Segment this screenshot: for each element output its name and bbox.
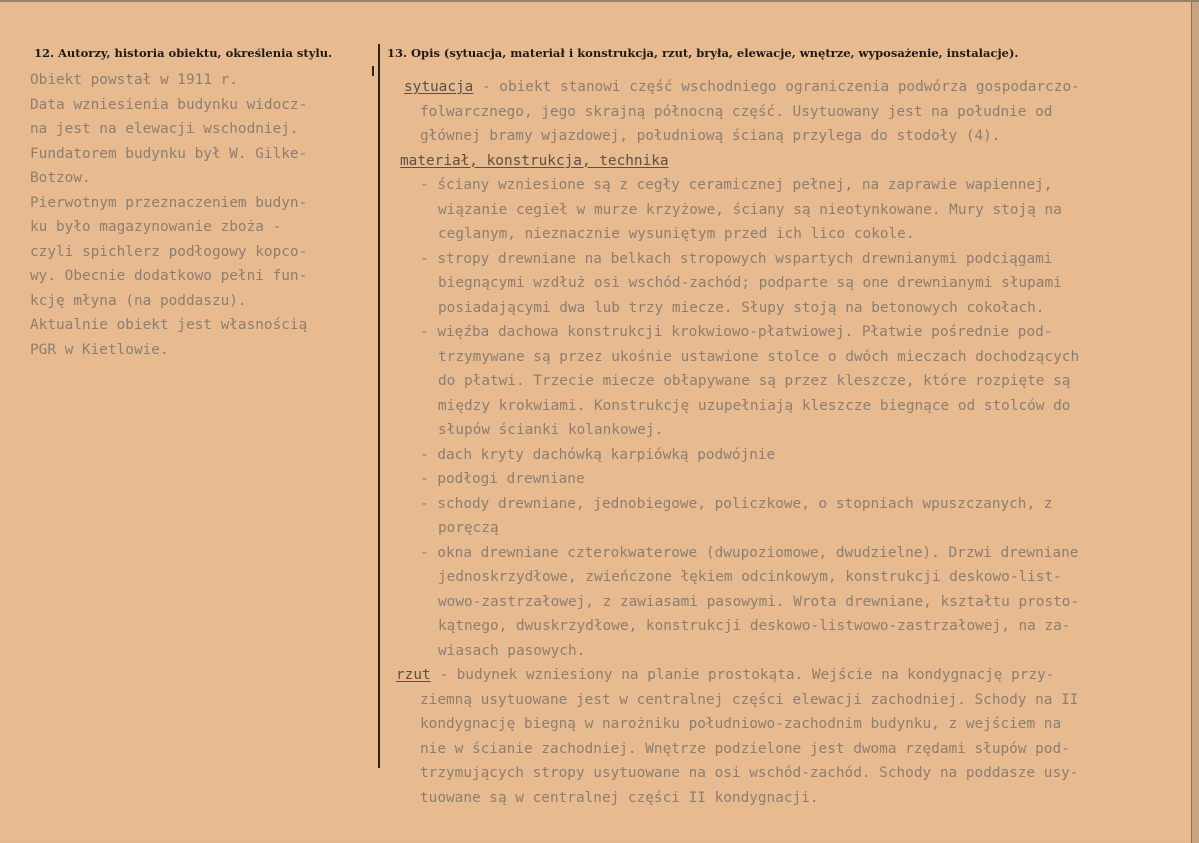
material-item-line xyxy=(400,271,1080,296)
material-text: między krokwiami. Konstrukcję uzupełniają kleszcze biegnące od stolców do xyxy=(438,397,1071,414)
material-item-line xyxy=(400,565,1080,590)
history-line: Botzow. xyxy=(30,170,91,186)
material-text: kątnego, dwuskrzydłowe, konstrukcji deskowo-listwowo-zastrzałowej, na za- xyxy=(438,618,1071,634)
rzut-text: trzymujących stropy usytuowane na osi wschód-zachód. Schody na poddasze usy- xyxy=(420,765,1079,781)
material-text: - schody drewniane, jednobiegowe, policzkowe, o stopniach wpuszczanych, z xyxy=(420,495,1053,512)
rzut-line xyxy=(400,786,1080,811)
material-text: ceglanym, nieznacznie wysuniętym przed ich lico cokole. xyxy=(438,226,915,242)
history-line: kcję młyna (na poddaszu). xyxy=(30,292,247,309)
rzut-text: nie w ścianie zachodniej. Wnętrze podzielone jest dwoma rzędami słupów pod- xyxy=(420,740,1070,757)
material-text: wiązanie cegieł w murze krzyżowe, ściany są nieotynkowane. Mury stoją na xyxy=(438,201,1062,218)
rzut-text: - budynek wzniesiony na planie prostokąta. Wejście na kondygnację przy- xyxy=(430,667,1055,683)
material-text: - więźba dachowa konstrukcji krokwiowo-płatwiowej. Płatwie pośrednie pod- xyxy=(420,324,1053,340)
material-item-line xyxy=(400,614,1080,639)
section-12-header: 12. Autorzy, historia obiektu, określenia stylu. xyxy=(34,46,333,60)
sytuacja-text: folwarcznego, jego skrajną północną część. Usytuowany jest na południe od xyxy=(420,103,1053,120)
material-text: - okna drewniane czterokwaterowe (dwupoziomowe, dwudzielne). Drzwi drewniane xyxy=(420,544,1079,561)
rzut-line xyxy=(396,663,1080,688)
history-line: ku było magazynowanie zboża - xyxy=(30,219,282,235)
sytuacja-label: sytuacja xyxy=(404,79,474,95)
material-text: jednoskrzydłowe, zwieńczone łękiem odcinkowym, konstrukcji deskowo-list- xyxy=(438,569,1062,585)
history-line: Fundatorem budynku był W. Gilke- xyxy=(30,145,308,162)
material-text: słupów ścianki kolankowej. xyxy=(438,422,664,438)
material-item-line xyxy=(400,296,1080,321)
rzut-line xyxy=(400,761,1080,786)
rzut-text: tuowane są w centralnej części II kondygnacji. xyxy=(420,789,819,806)
material-text: poręczą xyxy=(438,520,499,536)
material-text: - dach kryty dachówką karpiówką podwójnie xyxy=(420,446,776,463)
material-item-line xyxy=(400,222,1080,247)
rzut-label: rzut xyxy=(396,667,431,683)
history-line: wy. Obecnie dodatkowo pełni fun- xyxy=(30,268,308,284)
section-12-body xyxy=(30,68,307,362)
sytuacja-text: głównej bramy wjazdowej, południową ścianą przylega do stodoły (4). xyxy=(420,128,1001,144)
material-text: trzymywane są przez ukośnie ustawione stolce o dwóch mieczach dochodzących xyxy=(438,348,1080,365)
material-item-line xyxy=(400,394,1080,419)
material-item-line xyxy=(400,492,1080,517)
section-13-header: 13. Opis (sytuacja, materiał i konstrukcja, rzut, bryła, elewacje, wnętrze, wyposażenie, instalacje). xyxy=(387,46,1019,60)
history-line: Pierwotnym przeznaczeniem budyn- xyxy=(30,194,308,211)
card-edge xyxy=(1191,2,1199,843)
material-text: - podłogi drewniane xyxy=(420,471,585,487)
material-label: materiał, konstrukcja, technika xyxy=(400,152,669,169)
history-line: na jest na elewacji wschodniej. xyxy=(30,121,299,137)
history-line: PGR w Kietlowie. xyxy=(30,341,169,358)
material-item-line xyxy=(400,320,1080,345)
material-item-line xyxy=(400,345,1080,370)
sytuacja-line xyxy=(400,100,1080,125)
sytuacja-text: - obiekt stanowi część wschodniego ograniczenia podwórza gospodarczo- xyxy=(473,79,1080,95)
rzut-line xyxy=(400,688,1080,713)
material-item-line xyxy=(400,590,1080,615)
sytuacja-line xyxy=(400,75,1080,100)
material-item-line xyxy=(400,467,1080,492)
column-divider xyxy=(378,44,380,768)
rzut-line xyxy=(400,712,1080,737)
material-item-line xyxy=(400,541,1080,566)
material-item-line xyxy=(400,369,1080,394)
rzut-text: kondygnację biegną w narożniku południowo-zachodnim budynku, z wejściem na xyxy=(420,716,1062,732)
rzut-line xyxy=(400,737,1080,762)
material-text: - ściany wzniesione są z cegły ceramicznej pełnej, na zaprawie wapiennej, xyxy=(420,177,1053,193)
material-text: biegnącymi wzdłuż osi wschód-zachód; podparte są one drewnianymi słupami xyxy=(438,275,1062,291)
history-line: czyli spichlerz podłogowy kopco- xyxy=(30,243,308,260)
section-13-body xyxy=(396,75,1080,810)
material-item-line xyxy=(400,418,1080,443)
material-text: posiadającymi dwa lub trzy miecze. Słupy stoją na betonowych cokołach. xyxy=(438,299,1045,316)
material-text: - stropy drewniane na belkach stropowych wspartych drewnianymi podciągami xyxy=(420,250,1053,267)
material-heading xyxy=(400,149,1080,174)
material-item-line xyxy=(400,443,1080,468)
material-item-line xyxy=(400,639,1080,664)
material-item-line xyxy=(400,516,1080,541)
rzut-text: ziemną usytuowane jest w centralnej części elewacji zachodniej. Schody na II xyxy=(420,691,1079,708)
material-text: wiasach pasowych. xyxy=(438,642,586,659)
material-item-line xyxy=(400,247,1080,272)
sytuacja-line xyxy=(400,124,1080,149)
material-text: do płatwi. Trzecie miecze obłapywane są przez kleszcze, które rozpięte są xyxy=(438,373,1071,389)
material-item-line xyxy=(400,173,1080,198)
material-text: wowo-zastrzałowej, z zawiasami pasowymi. Wrota drewniane, kształtu prosto- xyxy=(438,593,1080,610)
history-line: Data wzniesienia budynku widocz- xyxy=(30,96,308,113)
material-item-line xyxy=(400,198,1080,223)
divider-tick xyxy=(372,66,374,76)
history-line: Aktualnie obiekt jest własnością xyxy=(30,317,308,333)
history-line: Obiekt powstał w 1911 r. xyxy=(30,72,238,88)
